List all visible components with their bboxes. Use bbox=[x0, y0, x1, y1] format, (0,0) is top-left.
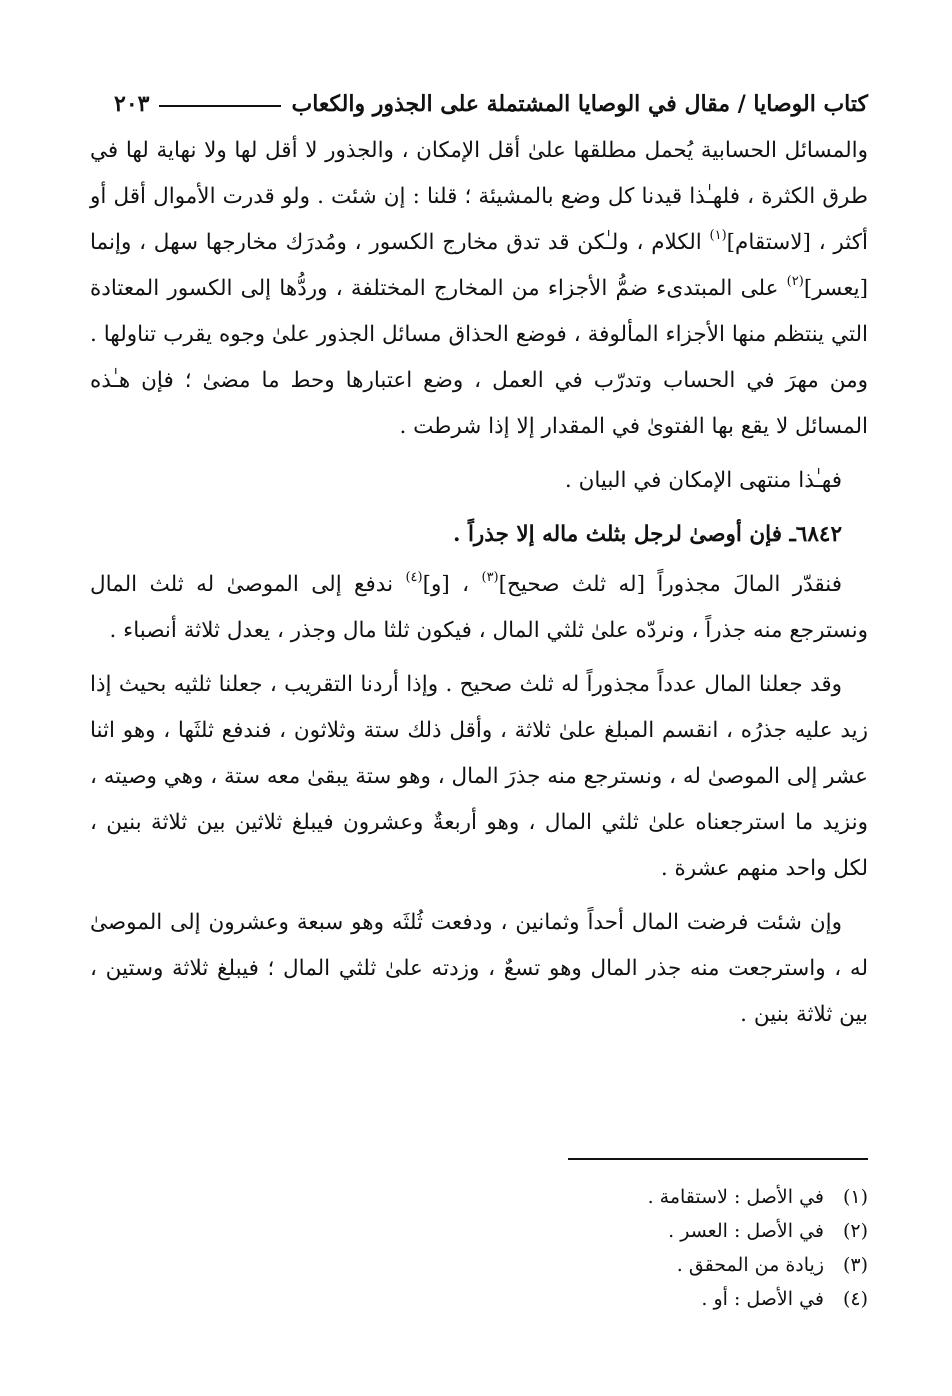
footnote-text: في الأصل : لاستقامة . bbox=[647, 1186, 824, 1208]
footnote bbox=[380, 1214, 868, 1248]
footnote-text: في الأصل : أو . bbox=[701, 1288, 824, 1310]
footnote-ref-2: (٢) bbox=[786, 273, 804, 289]
footnote-text: في الأصل : العسر . bbox=[668, 1220, 824, 1242]
footnote-separator bbox=[568, 1158, 868, 1160]
footnote-number: (١) bbox=[842, 1186, 868, 1208]
footnote-number: (٢) bbox=[842, 1220, 868, 1242]
section-heading: ٦٨٤٢ـ فإن أوصىٰ لرجل بثلث ماله إلا جذراً . bbox=[452, 522, 842, 547]
footnote bbox=[380, 1248, 868, 1282]
paragraph-4: وقد جعلنا المال عدداً مجذوراً له ثلث صحيح . وإذا أردنا التقريب ، جعلنا ثلثيه بحيث إذا زيد عليه جذرُه ، انقسم المبلغ علىٰ ثلاثة ، وأقل ذلك ستة وثلاثون ، فندفع ثلثَها ، وهو اثنا عشر إلى الموصىٰ له ، ونسترجع منه جذرَ المال ، وهو ستة يبقىٰ معه ستة ، وهي وصيته ، ونزيد ما استرجعناه علىٰ ثلثي المال ، وهو أربعةٌ وعشرون فيبلغ ثلاثين بين ثلاثة بنين ، لكل واحد منهم عشرة . bbox=[90, 672, 868, 881]
footnote-number: (٤) bbox=[842, 1288, 868, 1310]
footnote-ref-1: (١) bbox=[709, 227, 727, 243]
footnote-ref-3: (٣) bbox=[481, 569, 499, 585]
main-text bbox=[90, 128, 868, 1046]
footnote-text: زيادة من المحقق . bbox=[676, 1254, 824, 1276]
footnote-number: (٣) bbox=[842, 1254, 868, 1276]
footnotes bbox=[380, 1180, 868, 1316]
running-header bbox=[88, 84, 868, 124]
paragraph-3: فنقدّر المالَ مجذوراً [له ثلث صحيح]$^{(٣)}$ ، [و]$^{(٤)}$ ندفع إلى الموصىٰ له ثلث المال ونسترجع منه جذراً ، ونردّه علىٰ ثلثي المال ، فيكون ثلثا مال وجذر ، يعدل ثلاثة أنصباء . bbox=[90, 569, 868, 643]
footnote bbox=[380, 1282, 868, 1316]
header-rule bbox=[159, 105, 281, 107]
footnote bbox=[380, 1180, 868, 1214]
footnote-ref-4: (٤) bbox=[405, 569, 423, 585]
paragraph-2: فهـٰذا منتهى الإمكان في البيان . bbox=[564, 468, 842, 493]
page-number: ٢٠٣ bbox=[114, 91, 150, 117]
paragraph-5: وإن شئت فرضت المال أحداً وثمانين ، ودفعت ثُلثَه وهو سبعة وعشرون إلى الموصىٰ له ، واسترجعت منه جذر المال وهو تسعٌ ، وزدته علىٰ ثلثي المال ؛ فيبلغ ثلاثة وستين ، بين ثلاثة بنين . bbox=[90, 910, 868, 1027]
header-title: كتاب الوصايا / مقال في الوصايا المشتملة على الجذور والكعاب bbox=[291, 91, 868, 117]
paragraph-1: والمسائل الحسابية يُحمل مطلقها علىٰ أقل الإمكان ، والجذور لا أقل لها ولا نهاية لها في طرق الكثرة ، فلهـٰذا قيدنا كل وضع بالمشيئة ؛ قلنا : إن شئت . ولو قدرت الأموال أقل أو أكثر ، [لاستقام]$^{(١)}$ الكلام ، ولـٰكن قد تدق مخارج الكسور ، ومُدرَك مخارجها سهل ، وإنما [يعسر]$^{(٢)}$ على المبتدىء ضمُّ الأجزاء من المخارج المختلفة ، وردُّها إلى الكسور المعتادة التي ينتظم منها الأجزاء المألوفة ، فوضع الحذاق مسائل الجذور علىٰ وجوه يقرب تناولها . ومن مهرَ في الحساب وتدرّب في العمل ، وضع اعتبارها وحط ما مضىٰ ؛ فإن هـٰذه المسائل لا يقع بها الفتوىٰ في المقدار إلا إذا شرطت . bbox=[90, 138, 868, 439]
